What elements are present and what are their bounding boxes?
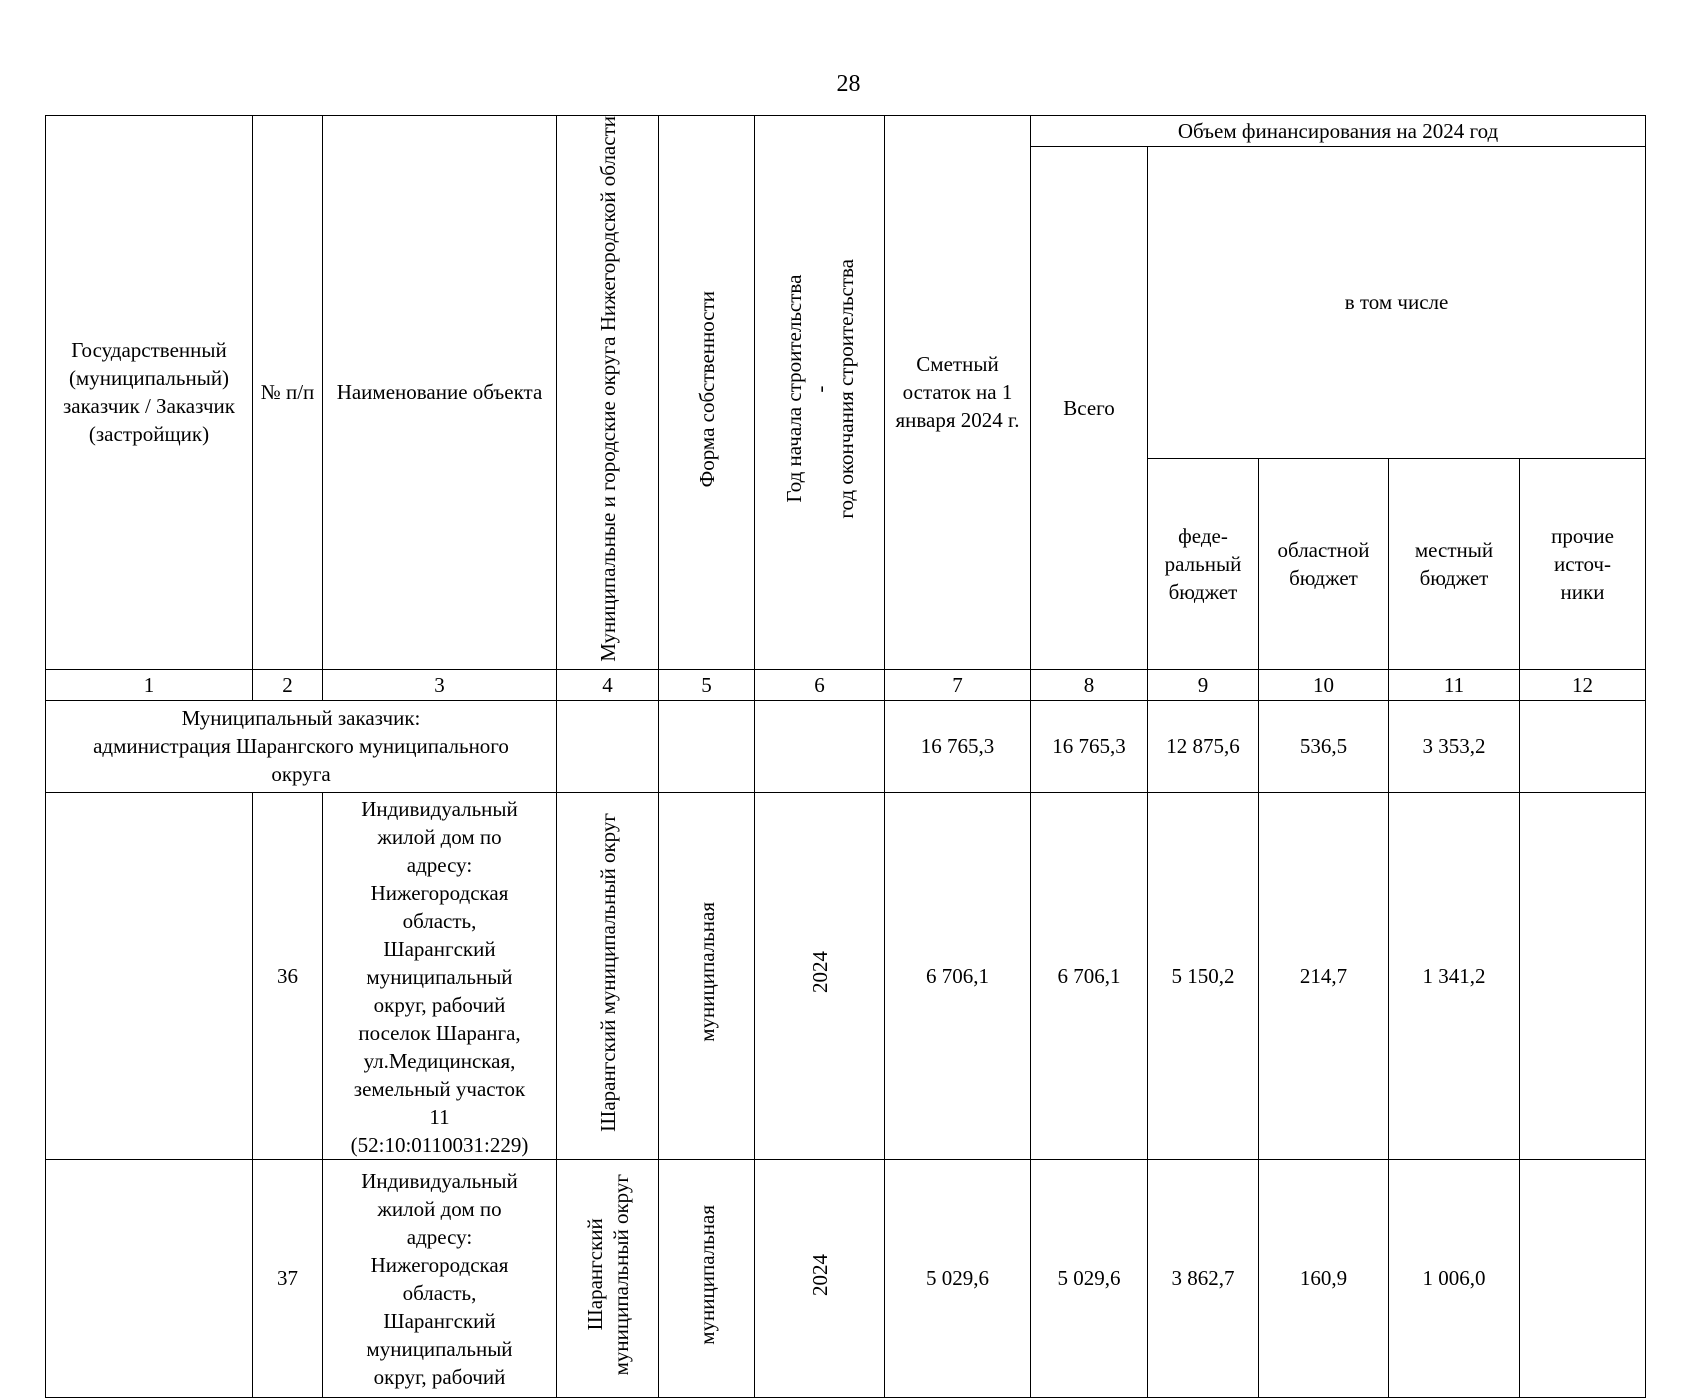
row-number: 37 bbox=[253, 1159, 323, 1397]
row-object-name: Индивидуальный жилой дом по адресу: Нижегородская область, Шарангский муниципальный округ, рабочий поселок Шаранга, ул.Медицинская, земельный участок 11 (52:10:0110031:229) bbox=[323, 792, 557, 1159]
column-numbers-row bbox=[46, 669, 1646, 700]
column-number: 9 bbox=[1148, 669, 1259, 700]
row-other bbox=[1520, 1159, 1646, 1397]
column-number: 11 bbox=[1389, 669, 1520, 700]
customer-estimated-balance: 16 765,3 bbox=[885, 700, 1031, 792]
row-object-name: Индивидуальный жилой дом по адресу: Нижегородская область, Шарангский муниципальный округ, рабочий bbox=[323, 1159, 557, 1397]
row-ownership-cell bbox=[659, 1159, 755, 1397]
row-estimated-balance: 6 706,1 bbox=[885, 792, 1031, 1159]
header-ownership-cell bbox=[659, 116, 755, 670]
header-years: Год начала строительства - год окончания строительства bbox=[781, 259, 858, 519]
header-districts-cell bbox=[557, 116, 659, 670]
row-years-cell bbox=[755, 792, 885, 1159]
customer-other bbox=[1520, 700, 1646, 792]
row-district-cell bbox=[557, 1159, 659, 1397]
header-other: прочие источ- ники bbox=[1520, 458, 1646, 669]
row-ownership: муниципальная bbox=[694, 902, 719, 1043]
column-number: 1 bbox=[46, 669, 253, 700]
header-ownership: Форма собственности bbox=[694, 290, 719, 488]
column-number: 4 bbox=[557, 669, 659, 700]
customer-label: Муниципальный заказчик: администрация Шарангского муниципального округа bbox=[46, 700, 557, 792]
row-district-cell bbox=[557, 792, 659, 1159]
row-estimated-balance: 5 029,6 bbox=[885, 1159, 1031, 1397]
row-total: 6 706,1 bbox=[1031, 792, 1148, 1159]
customer-regional: 536,5 bbox=[1259, 700, 1389, 792]
row-total: 5 029,6 bbox=[1031, 1159, 1148, 1397]
row-district: Шарангский муниципальный округ bbox=[595, 812, 620, 1132]
header-financing: Объем финансирования на 2024 год bbox=[1031, 116, 1646, 147]
header-customer: Государственный (муниципальный) заказчик / Заказчик (застройщик) bbox=[46, 116, 253, 670]
customer-years bbox=[755, 700, 885, 792]
table-row bbox=[46, 792, 1646, 1159]
row-district: Шарангский муниципальный округ bbox=[582, 1173, 633, 1376]
row-years-cell bbox=[755, 1159, 885, 1397]
customer-local: 3 353,2 bbox=[1389, 700, 1520, 792]
header-local: местный бюджет bbox=[1389, 458, 1520, 669]
row-federal: 5 150,2 bbox=[1148, 792, 1259, 1159]
header-districts: Муниципальные и городские округа Нижегородской области bbox=[595, 116, 620, 662]
row-years: 2024 bbox=[807, 1253, 832, 1296]
column-number: 10 bbox=[1259, 669, 1389, 700]
header-object-name: Наименование объекта bbox=[323, 116, 557, 670]
row-regional: 214,7 bbox=[1259, 792, 1389, 1159]
row-ownership: муниципальная bbox=[694, 1204, 719, 1345]
column-number: 3 bbox=[323, 669, 557, 700]
page-number: 28 bbox=[836, 71, 861, 97]
column-number: 6 bbox=[755, 669, 885, 700]
column-number: 8 bbox=[1031, 669, 1148, 700]
column-number: 7 bbox=[885, 669, 1031, 700]
header-regional: областной бюджет bbox=[1259, 458, 1389, 669]
table-row bbox=[46, 1159, 1646, 1397]
customer-ownership bbox=[659, 700, 755, 792]
header-years-cell bbox=[755, 116, 885, 670]
column-number: 12 bbox=[1520, 669, 1646, 700]
row-number: 36 bbox=[253, 792, 323, 1159]
customer-summary-row bbox=[46, 700, 1646, 792]
row-ownership-cell bbox=[659, 792, 755, 1159]
customer-federal: 12 875,6 bbox=[1148, 700, 1259, 792]
header-federal: феде- ральный бюджет bbox=[1148, 458, 1259, 669]
row-local: 1 341,2 bbox=[1389, 792, 1520, 1159]
row-years: 2024 bbox=[807, 951, 832, 994]
row-federal: 3 862,7 bbox=[1148, 1159, 1259, 1397]
column-number: 2 bbox=[253, 669, 323, 700]
column-number: 5 bbox=[659, 669, 755, 700]
row-other bbox=[1520, 792, 1646, 1159]
header-including: в том числе bbox=[1148, 147, 1646, 459]
header-row-1 bbox=[46, 116, 1646, 147]
header-number: № п/п bbox=[253, 116, 323, 670]
customer-district bbox=[557, 700, 659, 792]
row-customer bbox=[46, 1159, 253, 1397]
financing-table bbox=[45, 115, 1646, 1398]
customer-total: 16 765,3 bbox=[1031, 700, 1148, 792]
row-local: 1 006,0 bbox=[1389, 1159, 1520, 1397]
row-customer bbox=[46, 792, 253, 1159]
row-regional: 160,9 bbox=[1259, 1159, 1389, 1397]
header-estimated-balance: Сметный остаток на 1 января 2024 г. bbox=[885, 116, 1031, 670]
header-total: Всего bbox=[1031, 147, 1148, 670]
